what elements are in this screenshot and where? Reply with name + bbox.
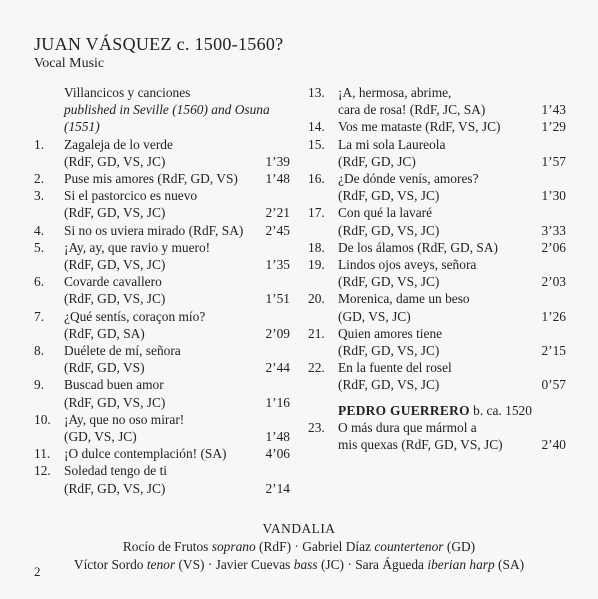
composer-title bbox=[34, 34, 283, 55]
track-duration: 1’43 bbox=[541, 102, 566, 118]
track-line bbox=[308, 239, 566, 256]
track-title: Si no os uviera mirado (RdF, SA) bbox=[64, 222, 244, 238]
track-duration bbox=[250, 273, 290, 290]
track-line bbox=[34, 204, 290, 221]
track-duration bbox=[526, 170, 566, 187]
track-item bbox=[308, 118, 566, 135]
track-line bbox=[34, 170, 290, 187]
track-item bbox=[308, 256, 566, 290]
track-line bbox=[308, 222, 566, 239]
track-line bbox=[308, 342, 566, 359]
track-number: 13. bbox=[308, 85, 325, 100]
track-duration bbox=[250, 342, 290, 359]
track-number: 3. bbox=[34, 188, 45, 204]
track-number: 12. bbox=[34, 463, 51, 479]
track-number bbox=[308, 222, 338, 239]
track-title: (RdF, GD, VS, JC) bbox=[64, 205, 166, 221]
track-number bbox=[308, 308, 338, 325]
track-line bbox=[34, 136, 290, 153]
track-title: mis quexas (RdF, GD, VS, JC) bbox=[338, 437, 503, 453]
track-title: (RdF, GD, VS, JC) bbox=[338, 188, 440, 204]
left-column bbox=[34, 84, 290, 497]
track-duration: 2’44 bbox=[265, 360, 290, 376]
performer-name: Sara Águeda bbox=[355, 557, 424, 572]
track-list-left bbox=[34, 136, 290, 497]
track-line bbox=[34, 411, 290, 428]
track-title: Morenica, dame un beso bbox=[338, 291, 470, 307]
performer-abbr: (JC) · bbox=[320, 557, 352, 572]
track-number: 6. bbox=[34, 274, 45, 290]
track-number: 2. bbox=[34, 171, 45, 187]
performer-voice: countertenor bbox=[374, 539, 444, 554]
track-duration: 2’40 bbox=[541, 437, 566, 453]
track-title: Covarde cavallero bbox=[64, 274, 162, 290]
track-line bbox=[308, 359, 566, 376]
track-title: (GD, VS, JC) bbox=[64, 429, 137, 445]
track-duration: 3’33 bbox=[541, 222, 566, 238]
track-duration: 1’39 bbox=[265, 153, 290, 169]
track-item bbox=[34, 170, 290, 187]
track-duration: 1’29 bbox=[541, 119, 566, 135]
track-number: 19. bbox=[308, 257, 325, 273]
track-line bbox=[308, 170, 566, 187]
track-line bbox=[308, 101, 566, 118]
track-line bbox=[34, 256, 290, 273]
page-number: 2 bbox=[34, 564, 41, 579]
track-line bbox=[308, 187, 566, 204]
ensemble-name: VANDALIA bbox=[262, 521, 336, 536]
right-column bbox=[308, 84, 566, 453]
track-line bbox=[34, 376, 290, 393]
track-duration bbox=[250, 462, 290, 479]
track-duration: 0’57 bbox=[541, 377, 566, 393]
performer-voice: tenor bbox=[146, 557, 176, 572]
track-title: (RdF, GD, JC) bbox=[338, 153, 416, 169]
track-title: Buscad buen amor bbox=[64, 377, 164, 393]
track-number bbox=[34, 153, 64, 170]
track-number: 20. bbox=[308, 291, 325, 307]
track-item bbox=[308, 84, 566, 118]
track-title: (RdF, GD, VS, JC) bbox=[338, 274, 440, 290]
track-line bbox=[34, 342, 290, 359]
track-number bbox=[34, 204, 64, 221]
performer-abbr: (RdF) · bbox=[259, 539, 299, 554]
track-line bbox=[308, 84, 566, 101]
track-duration bbox=[526, 256, 566, 273]
track-item bbox=[308, 239, 566, 256]
track-title: cara de rosa! (RdF, JC, SA) bbox=[338, 102, 486, 118]
track-item bbox=[34, 136, 290, 170]
track-item bbox=[308, 170, 566, 204]
composer-dates: c. 1500-1560? bbox=[176, 34, 284, 54]
track-duration bbox=[526, 204, 566, 221]
track-line bbox=[308, 325, 566, 342]
track-title: Si el pastorcico es nuevo bbox=[64, 188, 198, 204]
track-duration: 1’26 bbox=[541, 308, 566, 324]
track-duration: 1’35 bbox=[265, 257, 290, 273]
performer-voice: soprano bbox=[211, 539, 256, 554]
section-published-year: (1551) bbox=[64, 119, 100, 135]
track-item bbox=[34, 342, 290, 376]
track-item bbox=[34, 239, 290, 273]
track-duration bbox=[250, 376, 290, 393]
performer-abbr: (SA) bbox=[498, 557, 525, 572]
track-line bbox=[308, 256, 566, 273]
track-duration: 2’06 bbox=[541, 239, 566, 255]
track-item bbox=[308, 204, 566, 238]
track-title: ¡Ay, ay, que ravio y muero! bbox=[64, 239, 211, 255]
track-number bbox=[308, 101, 338, 118]
track-number: 14. bbox=[308, 119, 325, 135]
track-duration: 1’57 bbox=[541, 153, 566, 169]
track-title: Duélete de mí, señora bbox=[64, 343, 181, 359]
track-number: 22. bbox=[308, 360, 325, 376]
second-composer bbox=[308, 402, 566, 419]
track-number: 17. bbox=[308, 205, 325, 221]
track-number: 5. bbox=[34, 239, 45, 255]
track-title: ¿De dónde venís, amores? bbox=[338, 171, 479, 187]
track-line bbox=[308, 436, 566, 453]
track-duration: 2’14 bbox=[265, 480, 290, 496]
track-item bbox=[34, 222, 290, 239]
track-duration: 2’45 bbox=[265, 222, 290, 238]
track-line bbox=[34, 394, 290, 411]
performer-voice: iberian harp bbox=[427, 557, 495, 572]
track-line bbox=[34, 480, 290, 497]
track-number: 18. bbox=[308, 239, 325, 255]
track-duration: 2’15 bbox=[541, 343, 566, 359]
track-line bbox=[34, 325, 290, 342]
track-duration: 1’16 bbox=[265, 394, 290, 410]
track-number: 8. bbox=[34, 343, 45, 359]
track-line bbox=[308, 376, 566, 393]
track-duration bbox=[526, 84, 566, 101]
performer-name: Rocío de Frutos bbox=[122, 539, 209, 554]
second-composer-name: PEDRO GUERRERO bbox=[338, 402, 470, 418]
track-item bbox=[308, 325, 566, 359]
track-duration bbox=[250, 136, 290, 153]
track-duration bbox=[526, 359, 566, 376]
track-line bbox=[34, 428, 290, 445]
track-line bbox=[308, 136, 566, 153]
track-item bbox=[34, 187, 290, 221]
track-number: 4. bbox=[34, 222, 45, 238]
track-title: Quien amores tiene bbox=[338, 325, 443, 341]
track-duration bbox=[526, 290, 566, 307]
performer-abbr: (VS) · bbox=[178, 557, 213, 572]
track-duration: 1’48 bbox=[265, 429, 290, 445]
track-line bbox=[34, 290, 290, 307]
track-duration bbox=[250, 187, 290, 204]
section-published: published in Seville (1560) and Osuna bbox=[64, 102, 270, 118]
track-duration: 2’03 bbox=[541, 274, 566, 290]
track-line bbox=[34, 187, 290, 204]
track-item bbox=[34, 462, 290, 496]
track-title: (RdF, GD, SA) bbox=[64, 325, 145, 341]
track-number bbox=[34, 290, 64, 307]
track-line bbox=[34, 153, 290, 170]
track-number bbox=[308, 187, 338, 204]
track-number: 1. bbox=[34, 136, 45, 152]
collection-subtitle: Vocal Music bbox=[34, 56, 105, 71]
track-title: ¿Qué sentís, coraçon mío? bbox=[64, 308, 206, 324]
track-title: (RdF, GD, VS, JC) bbox=[64, 257, 166, 273]
track-duration: 1’51 bbox=[265, 291, 290, 307]
track-title: La mi sola Laureola bbox=[338, 136, 446, 152]
track-duration bbox=[526, 325, 566, 342]
track-line bbox=[308, 118, 566, 135]
track-number: 23. bbox=[308, 419, 325, 435]
track-number: 10. bbox=[34, 411, 51, 427]
track-list-right bbox=[308, 84, 566, 394]
track-item bbox=[308, 359, 566, 393]
performer-voice: bass bbox=[293, 557, 318, 572]
track-title: (RdF, GD, VS, JC) bbox=[338, 222, 440, 238]
track-number: 11. bbox=[34, 446, 51, 462]
ensemble-line-2 bbox=[0, 556, 598, 574]
track-number: 16. bbox=[308, 171, 325, 187]
track-title: (RdF, GD, VS, JC) bbox=[64, 394, 166, 410]
track-number bbox=[34, 325, 64, 342]
track-line bbox=[308, 308, 566, 325]
track-duration bbox=[250, 411, 290, 428]
track-item bbox=[34, 445, 290, 462]
track-line bbox=[34, 239, 290, 256]
track-title: (GD, VS, JC) bbox=[338, 308, 411, 324]
track-line bbox=[308, 204, 566, 221]
track-line bbox=[34, 308, 290, 325]
track-number bbox=[34, 428, 64, 445]
track-title: ¡O dulce contemplación! (SA) bbox=[64, 446, 227, 462]
track-duration: 4’06 bbox=[265, 446, 290, 462]
section-title: Villancicos y canciones bbox=[64, 85, 191, 100]
second-composer-dates: b. ca. 1520 bbox=[473, 402, 532, 418]
performer-name: Gabriel Díaz bbox=[302, 539, 371, 554]
track-duration: 1’48 bbox=[265, 171, 290, 187]
track-item bbox=[34, 273, 290, 307]
track-duration bbox=[526, 136, 566, 153]
track-title: De los álamos (RdF, GD, SA) bbox=[338, 239, 498, 255]
track-title: (RdF, GD, VS, JC) bbox=[64, 480, 166, 496]
performer-name: Víctor Sordo bbox=[73, 557, 144, 572]
performer-name: Javier Cuevas bbox=[215, 557, 291, 572]
track-title: Zagaleja de lo verde bbox=[64, 136, 173, 152]
track-duration: 1’30 bbox=[541, 188, 566, 204]
track-title: Soledad tengo de ti bbox=[64, 463, 168, 479]
track-title: (RdF, GD, VS, JC) bbox=[64, 291, 166, 307]
track-number: 7. bbox=[34, 308, 45, 324]
track-number bbox=[34, 394, 64, 411]
track-duration: 2’21 bbox=[265, 205, 290, 221]
track-line bbox=[34, 222, 290, 239]
track-number bbox=[308, 273, 338, 290]
track-line bbox=[34, 359, 290, 376]
track-item bbox=[34, 308, 290, 342]
track-title: ¡Ay, que no oso mirar! bbox=[64, 411, 185, 427]
track-number: 21. bbox=[308, 325, 325, 341]
track-duration: 2’09 bbox=[265, 325, 290, 341]
track-number bbox=[34, 359, 64, 376]
track-number bbox=[34, 256, 64, 273]
ensemble-line-1 bbox=[0, 538, 598, 556]
track-item bbox=[308, 136, 566, 170]
track-line bbox=[34, 445, 290, 462]
track-line bbox=[308, 153, 566, 170]
track-title: Vos me mataste (RdF, VS, JC) bbox=[338, 119, 501, 135]
track-title: ¡A, hermosa, abrime, bbox=[338, 85, 452, 100]
track-line bbox=[34, 273, 290, 290]
ensemble-credits bbox=[0, 520, 598, 574]
track-line bbox=[308, 419, 566, 436]
track-number bbox=[308, 436, 338, 453]
track-item bbox=[34, 411, 290, 445]
track-number bbox=[34, 480, 64, 497]
track-title: (RdF, GD, VS, JC) bbox=[64, 153, 166, 169]
track-title: (RdF, GD, VS) bbox=[64, 360, 145, 376]
composer-name: JUAN VÁSQUEZ bbox=[34, 34, 172, 54]
track-duration bbox=[526, 419, 566, 436]
track-line bbox=[34, 462, 290, 479]
track-title: O más dura que mármol a bbox=[338, 419, 477, 435]
track-duration bbox=[250, 239, 290, 256]
track-number bbox=[308, 342, 338, 359]
track-title: En la fuente del rosel bbox=[338, 360, 452, 376]
track-title: (RdF, GD, VS, JC) bbox=[338, 377, 440, 393]
track-title: Lindos ojos aveys, señora bbox=[338, 257, 477, 273]
track-number: 9. bbox=[34, 377, 45, 393]
track-line bbox=[308, 273, 566, 290]
track-number bbox=[308, 376, 338, 393]
track-number bbox=[308, 153, 338, 170]
track-title: Puse mis amores (RdF, GD, VS) bbox=[64, 171, 238, 187]
track-number: 15. bbox=[308, 136, 325, 152]
track-title: (RdF, GD, VS, JC) bbox=[338, 343, 440, 359]
track-line bbox=[308, 290, 566, 307]
track-item bbox=[34, 376, 290, 410]
track-duration bbox=[250, 308, 290, 325]
track-item bbox=[308, 290, 566, 324]
track-23 bbox=[308, 419, 566, 453]
track-title: Con qué la lavaré bbox=[338, 205, 433, 221]
performer-abbr: (GD) bbox=[446, 539, 476, 554]
